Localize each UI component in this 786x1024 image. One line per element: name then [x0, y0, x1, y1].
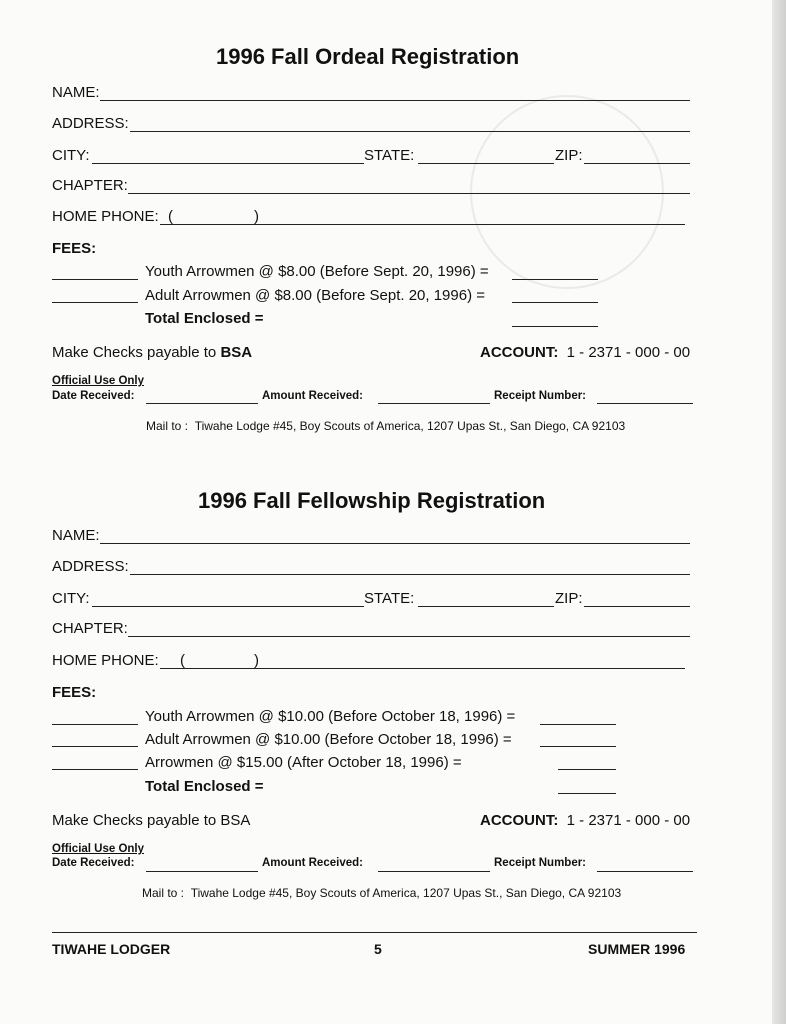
form1-account: ACCOUNT: 1 - 2371 - 000 - 00	[480, 344, 691, 361]
form2-phone-close: )	[254, 652, 259, 669]
form2-chapter-field[interactable]	[128, 636, 690, 637]
form1-official-use: Official Use Only	[52, 375, 145, 387]
form1-fee2-amount-field[interactable]	[512, 302, 598, 303]
form2-state-field[interactable]	[418, 606, 554, 607]
form1-phone-label: HOME PHONE:	[52, 208, 159, 225]
form2-address-label: ADDRESS:	[52, 558, 129, 575]
form1-fee1-amount-field[interactable]	[512, 279, 598, 280]
form1-receipt-number: Receipt Number:	[494, 390, 587, 402]
form2-zip-field[interactable]	[584, 606, 690, 607]
form1-mail-to: Mail to : Tiwahe Lodge #45, Boy Scouts of America, 1207 Upas St., San Diego, CA 92103	[146, 419, 626, 433]
form2-fee3-label: Arrowmen @ $15.00 (After October 18, 1996) =	[145, 754, 462, 771]
form1-name-field[interactable]	[100, 100, 690, 101]
footer-rule	[52, 932, 697, 933]
form2-fee3-qty-field[interactable]	[52, 769, 138, 770]
form1-name-label: NAME:	[52, 84, 100, 101]
form2-phone-label: HOME PHONE:	[52, 652, 159, 669]
form1-phone-field[interactable]	[160, 224, 685, 225]
form1-fee2-label: Adult Arrowmen @ $8.00 (Before Sept. 20, 1996) =	[145, 287, 486, 304]
form2-fee2-qty-field[interactable]	[52, 746, 138, 747]
form1-receipt-number-field[interactable]	[597, 403, 693, 404]
form2-amount-received-field[interactable]	[378, 871, 490, 872]
form2-fee2-label: Adult Arrowmen @ $10.00 (Before October 18, 1996) =	[145, 731, 512, 748]
form1-total-field[interactable]	[512, 326, 598, 327]
form1-chapter-field[interactable]	[128, 193, 690, 194]
paper-edge	[772, 0, 786, 1024]
form2-title: 1996 Fall Fellowship Registration	[198, 488, 546, 513]
form1-amount-received-field[interactable]	[378, 403, 490, 404]
form2-fee1-qty-field[interactable]	[52, 724, 138, 725]
form1-fee2-qty-field[interactable]	[52, 302, 138, 303]
form1-city-field[interactable]	[92, 163, 364, 164]
form2-city-label: CITY:	[52, 590, 90, 607]
footer-publication: TIWAHE LODGER	[52, 941, 171, 957]
footer-issue: SUMMER 1996	[588, 941, 686, 957]
form1-address-label: ADDRESS:	[52, 115, 129, 132]
form2-fees-label: FEES:	[52, 684, 97, 701]
form2-total-label: Total Enclosed =	[145, 778, 264, 795]
form2-date-received-field[interactable]	[146, 871, 258, 872]
form1-chapter-label: CHAPTER:	[52, 177, 128, 194]
form2-name-label: NAME:	[52, 527, 100, 544]
form1-amount-received: Amount Received:	[262, 390, 363, 402]
form1-zip-field[interactable]	[584, 163, 690, 164]
form2-chapter-label: CHAPTER:	[52, 620, 128, 637]
form2-state-label: STATE:	[364, 590, 415, 607]
form1-fees-label: FEES:	[52, 240, 97, 257]
form1-address-field[interactable]	[130, 131, 690, 132]
form1-fee1-label: Youth Arrowmen @ $8.00 (Before Sept. 20, 1996) =	[145, 263, 489, 280]
form1-title: 1996 Fall Ordeal Registration	[216, 44, 520, 69]
form2-account: ACCOUNT: 1 - 2371 - 000 - 00	[480, 812, 691, 829]
form2-fee3-amount-field[interactable]	[558, 769, 616, 770]
form1-state-label: STATE:	[364, 147, 415, 164]
form1-phone-close: )	[254, 208, 259, 225]
form2-receipt-number: Receipt Number:	[494, 857, 587, 869]
form2-checks-text: Make Checks payable to BSA	[52, 812, 251, 829]
form2-official-use: Official Use Only	[52, 843, 145, 855]
form2-fee1-label: Youth Arrowmen @ $10.00 (Before October 18, 1996) =	[145, 708, 516, 725]
form2-amount-received: Amount Received:	[262, 857, 363, 869]
form1-state-field[interactable]	[418, 163, 554, 164]
form2-total-field[interactable]	[558, 793, 616, 794]
form2-name-field[interactable]	[100, 543, 690, 544]
form2-phone-field[interactable]	[160, 668, 685, 669]
form2-date-received: Date Received:	[52, 857, 135, 869]
form1-total-label: Total Enclosed =	[145, 310, 264, 327]
form1-phone-open: (	[168, 208, 173, 225]
footer-page-number: 5	[374, 941, 382, 957]
form1-zip-label: ZIP:	[555, 147, 583, 164]
form2-fee2-amount-field[interactable]	[540, 746, 616, 747]
form2-fee1-amount-field[interactable]	[540, 724, 616, 725]
form2-zip-label: ZIP:	[555, 590, 583, 607]
form1-fee1-qty-field[interactable]	[52, 279, 138, 280]
form2-mail-to: Mail to : Tiwahe Lodge #45, Boy Scouts of America, 1207 Upas St., San Diego, CA 92103	[142, 886, 622, 900]
form2-city-field[interactable]	[92, 606, 364, 607]
form1-date-received: Date Received:	[52, 390, 135, 402]
form2-phone-open: (	[180, 652, 185, 669]
form1-city-label: CITY:	[52, 147, 90, 164]
form1-date-received-field[interactable]	[146, 403, 258, 404]
form1-checks-text: Make Checks payable to BSA	[52, 344, 253, 361]
form2-receipt-number-field[interactable]	[597, 871, 693, 872]
form2-address-field[interactable]	[130, 574, 690, 575]
